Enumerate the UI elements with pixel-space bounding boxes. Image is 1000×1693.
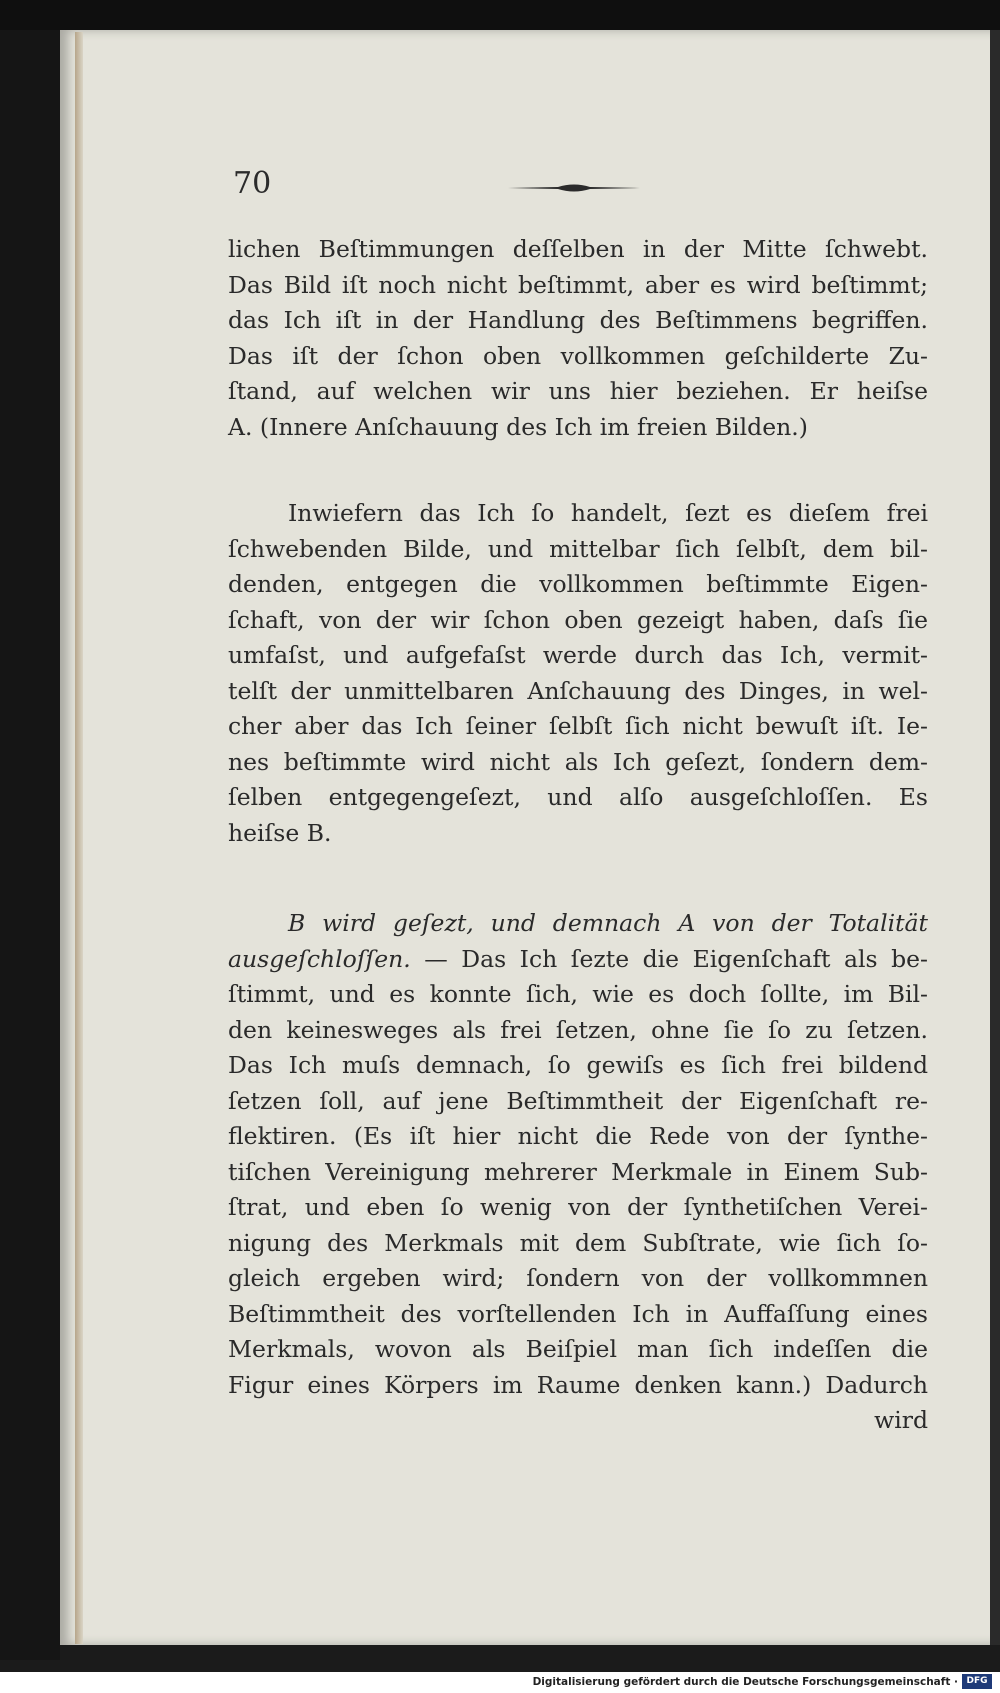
text-line: ſchwebenden Bilde, und mittelbar ſich ſelbſt, dem bil- (228, 534, 928, 563)
page-number: 70 (233, 166, 272, 201)
text-line: Das iſt der ſchon oben vollkommen geſchilderte Zu- (228, 341, 928, 370)
text-line: umfaſst, und aufgefaſst werde durch das Ich, vermit- (228, 641, 928, 669)
text-line: ſtimmt, und es konnte ſich, wie es doch ſollte, im Bil- (228, 980, 928, 1008)
text-line: das Ich iſt in der Handlung des Beſtimmens begriffen. (228, 306, 928, 334)
text-line: gleich ergeben wird; ſondern von der vollkommnen (228, 1264, 928, 1292)
text-line: den keinesweges als frei ſetzen, ohne ſie ſo zu ſetzen. (228, 1015, 928, 1044)
text-line: Beſtimmtheit des vorſtellenden Ich in Auffaſſung eines (228, 1299, 928, 1328)
text-line: flektiren. (Es iſt hier nicht die Rede von der ſynthe- (228, 1122, 928, 1150)
text-line: ſetzen ſoll, auf jene Beſtimmtheit der Eigenſchaft re- (228, 1086, 928, 1115)
paragraph-3 (228, 906, 928, 1439)
text-line-rest: — Das Ich ſezte die Eigenſchaft als be- (410, 944, 928, 973)
text-line: Das Bild iſt noch nicht beſtimmt, aber es wird beſtimmt; (228, 270, 928, 299)
scan-left-shadow (0, 30, 60, 1660)
text-line: denden, entgegen die vollkommen beſtimmte Eigen- (228, 570, 928, 598)
text-line: nigung des Merkmals mit dem Subſtrate, wie ſich ſo- (228, 1228, 928, 1257)
text-line: Das Ich muſs demnach, ſo gewiſs es ſich frei bildend (228, 1051, 928, 1079)
text-line: lichen Beſtimmungen deſſelben in der Mitte ſchwebt. (228, 235, 928, 263)
text-line: Figur eines Körpers im Raume denken kann.) Dadurch (228, 1370, 928, 1399)
scan-top-band (0, 0, 1000, 30)
page-edge (75, 32, 83, 1644)
paragraph-2 (228, 496, 928, 851)
text-line: Merkmals, wovon als Beiſpiel man ſich indeſſen die (228, 1335, 928, 1363)
text-line: telſt der unmittelbaren Anſchauung des Dinges, in wel- (228, 676, 928, 705)
text-line: nes beſtimmte wird nicht als Ich geſezt, ſondern dem- (228, 747, 928, 776)
text-line (228, 942, 928, 978)
catchword: wird (874, 1406, 928, 1434)
italic-heading-end: ausgeſchloſſen. (228, 944, 411, 973)
italic-heading-line: B wird geſezt, und demnach A von der Totalität (288, 909, 928, 937)
text-line: ſelben entgegengeſezt, und alſo ausgeſchloſſen. Es (228, 783, 928, 811)
footer-credit: Digitalisierung gefördert durch die Deutsche Forschungsgemeinschaft · (532, 1676, 958, 1688)
text-line: heiſse B. (228, 818, 332, 847)
paragraph-1 (228, 232, 928, 445)
text-line: A. (Innere Anſchauung des Ich im freien Bilden.) (228, 412, 808, 441)
text-line: tiſchen Vereinigung mehrerer Merkmale in Einem Sub- (228, 1157, 928, 1186)
text-line: ſchaft, von der wir ſchon oben gezeigt haben, daſs ſie (228, 605, 928, 634)
text-line: ſtand, auf welchen wir uns hier beziehen. Er heiſse (228, 377, 928, 405)
text-line: ſtrat, und eben ſo wenig von der ſynthetiſchen Verei- (228, 1193, 928, 1221)
dfg-logo: DFG (962, 1674, 992, 1689)
text-line: cher aber das Ich ſeiner ſelbſt ſich nicht bewuſt iſt. Ie- (228, 712, 928, 740)
header-ornament (508, 182, 640, 194)
scan-right-edge (990, 30, 1000, 1645)
text-line: Inwiefern das Ich ſo handelt, ſezt es dieſem frei (288, 499, 928, 527)
